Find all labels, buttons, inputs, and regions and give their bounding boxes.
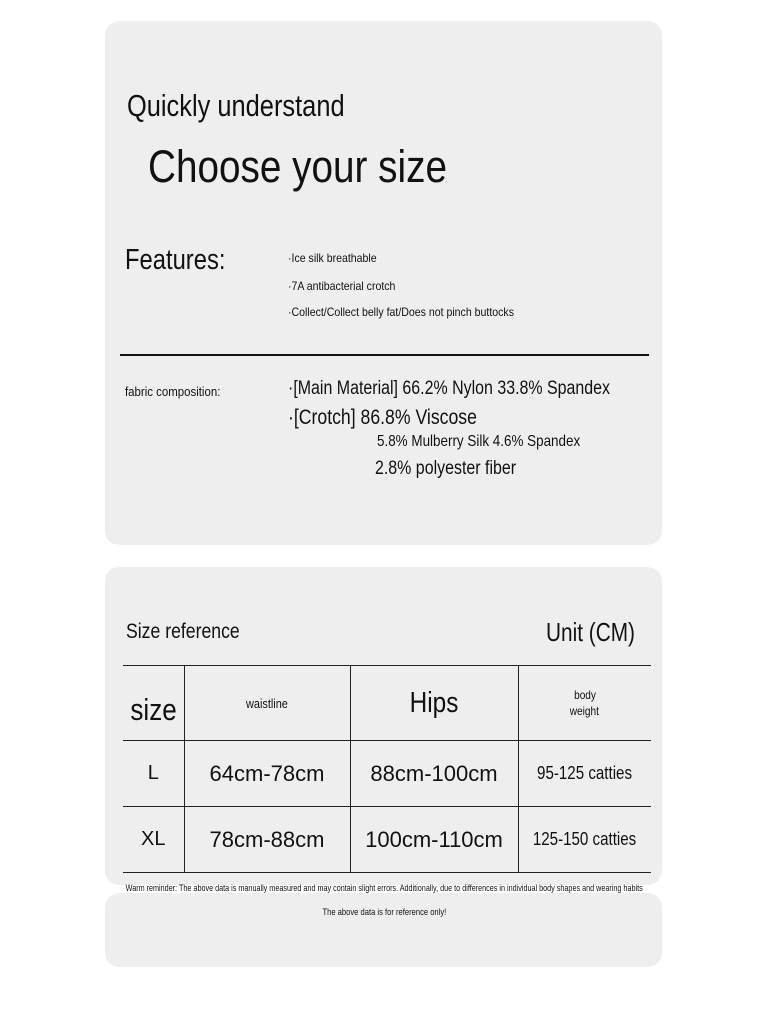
table-row xyxy=(123,741,651,807)
size-reference-title: Size reference xyxy=(126,620,240,643)
cell-waistline: 78cm-88cm xyxy=(184,807,350,873)
features-label: Features: xyxy=(125,244,226,276)
cell-weight: 95-125 catties xyxy=(518,741,651,807)
fabric-line: ·[Crotch] 86.8% Viscose xyxy=(288,406,477,429)
fabric-line: 2.8% polyester fiber xyxy=(375,458,517,479)
kicker-heading: Quickly understand xyxy=(127,88,345,123)
reference-note: The above data is for reference only! xyxy=(322,907,446,918)
size-table xyxy=(123,665,651,873)
warm-reminder: Warm reminder: The above data is manually measured and may contain slight errors. Additionally, due to differences in individual body shapes and wearing habits xyxy=(125,883,643,894)
cell-size: L xyxy=(123,741,184,807)
feature-item: ·Ice silk breathable xyxy=(288,251,377,265)
feature-item: ·Collect/Collect belly fat/Does not pinch buttocks xyxy=(288,305,514,319)
cell-weight: 125-150 catties xyxy=(518,807,651,873)
table-header-row xyxy=(123,666,651,741)
cell-hips: 100cm-110cm xyxy=(350,807,518,873)
unit-label: Unit (CM) xyxy=(546,617,635,647)
feature-item: ·7A antibacterial crotch xyxy=(288,279,396,293)
table-row xyxy=(123,807,651,873)
cell-size: XL xyxy=(123,807,184,873)
reminder-card xyxy=(105,893,662,967)
header-waistline: waistline xyxy=(184,666,350,741)
header-hips: Hips xyxy=(350,666,518,741)
header-body-weight: body weight xyxy=(518,666,651,741)
cell-hips: 88cm-100cm xyxy=(350,741,518,807)
section-divider xyxy=(120,354,649,356)
header-size: size xyxy=(123,666,184,741)
fabric-line: 5.8% Mulberry Silk 4.6% Spandex xyxy=(377,433,581,450)
cell-waistline: 64cm-78cm xyxy=(184,741,350,807)
page-title: Choose your size xyxy=(148,141,448,192)
fabric-composition-label: fabric composition: xyxy=(125,384,221,399)
fabric-line: ·[Main Material] 66.2% Nylon 33.8% Spandex xyxy=(288,378,611,399)
